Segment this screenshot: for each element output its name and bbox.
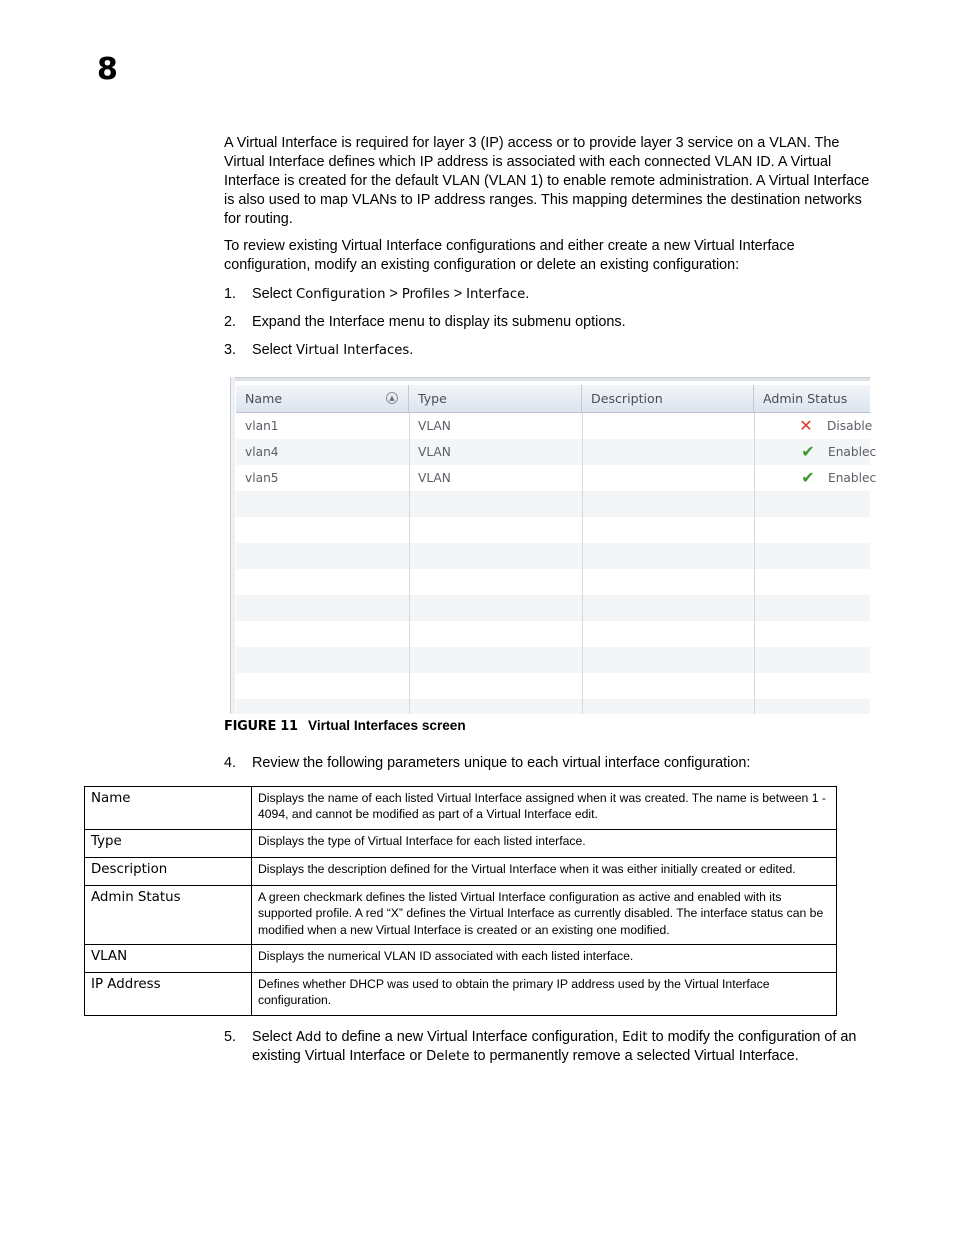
step-text: Select [252,286,296,302]
table-row [85,885,837,944]
param-name: Admin Status [85,885,252,944]
step-text: to modify the configuration of an existing Virtual Interface or [252,1029,857,1064]
virtual-interfaces-screenshot [230,377,877,714]
empty-row [236,595,870,621]
param-description: Defines whether DHCP was used to obtain the primary IP address used by the Virtual Interface configuration. [252,973,837,1016]
step-text: . [409,342,414,358]
table-row [85,829,837,857]
green-check-icon: ✔ [801,468,815,487]
ui-ref-delete: Delete [426,1049,470,1064]
ui-ref-add: Add [296,1030,322,1045]
param-name: VLAN [85,945,252,973]
step-number: 2. [224,314,237,330]
cell-name: vlan4 [245,445,279,459]
cell-name: vlan5 [245,471,279,485]
ui-ref-interface: Interface [466,287,526,302]
cell-description [582,413,754,439]
param-name: Type [85,829,252,857]
step-text: to permanently remove a selected Virtual Interface. [469,1048,799,1064]
table-row[interactable] [236,439,877,465]
step-text: Expand the Interface menu to display its submenu options. [252,314,626,330]
param-description: Displays the name of each listed Virtual Interface assigned when it was created. The name is between 1 - 4094, and cannot be modified as part of a Virtual Interface edit. [252,787,837,830]
ui-ref-profiles: Profiles [401,287,450,302]
step-separator: > [449,286,467,302]
cell-type: VLAN [418,445,451,459]
step-number: 3. [224,342,237,358]
step-text: Select [252,342,296,358]
step-separator: > [385,286,402,302]
column-header-description[interactable]: Description [582,385,754,412]
cell-admin-status [754,439,877,465]
param-name: Description [85,857,252,885]
cell-description [582,439,754,465]
green-check-icon: ✔ [801,442,815,461]
step-text: Select [252,1029,296,1045]
column-header-name[interactable] [236,385,409,412]
empty-row [236,517,870,543]
grid-header [236,385,870,413]
param-description: Displays the numerical VLAN ID associated with each listed interface. [252,945,837,973]
empty-row [236,647,870,673]
param-description: A green checkmark defines the listed Virtual Interface configuration as active and enabled with its supported profile. A red “X” defines the Virtual Interface as currently disabled. The interface status can be modified when a new Virtual Interface is created or an existing one modified. [252,885,837,944]
step-text: Review the following parameters unique to each virtual interface configuration: [252,755,751,771]
status-label: Enablec [828,445,877,459]
parameters-table [84,786,837,1016]
ui-ref-configuration: Configuration [296,287,386,302]
status-label: Enablec [828,471,877,485]
empty-row [236,569,870,595]
column-divider [409,413,410,714]
step-number: 5. [224,1029,237,1045]
intro-paragraph: A Virtual Interface is required for layer 3 (IP) access or to provide layer 3 service on a VLAN. The Virtual Interface defines which IP address is associated with each connected VLAN ID. A Virtual Interface is created for the default VLAN (VLAN 1) to enable remote administration. A Virtual Interface is also used to map VLANs to IP address ranges. This mapping determines the destination networks for routing. [224,135,870,227]
empty-row [236,621,870,647]
step-number: 1. [224,286,237,302]
column-divider [582,413,583,714]
empty-row [236,543,870,569]
chapter-number: 8 [97,52,118,87]
column-header-type[interactable]: Type [409,385,582,412]
empty-row [236,673,870,699]
table-row [85,945,837,973]
empty-row [236,491,870,517]
param-description: Displays the type of Virtual Interface for each listed interface. [252,829,837,857]
param-name: Name [85,787,252,830]
cell-admin-status [754,465,877,491]
status-label: Disable [827,419,873,433]
table-row [85,857,837,885]
step-text: . [525,286,530,302]
grid-body [236,413,877,714]
column-header-admin-status[interactable]: Admin Status [763,391,848,406]
cell-admin-status [754,413,873,439]
screenshot-frame [230,377,235,714]
figure-title: Virtual Interfaces screen [308,718,466,733]
ui-ref-edit: Edit [622,1030,648,1045]
table-row [85,787,837,830]
cell-name: vlan1 [245,419,279,433]
cell-type: VLAN [418,471,451,485]
step-text: to define a new Virtual Interface configuration, [321,1029,623,1045]
figure-label: FIGURE 11 [224,719,298,734]
ui-ref-virtual-interfaces: Virtual Interfaces [296,343,410,358]
step-number: 4. [224,755,237,771]
sort-icon[interactable]: ▲ [386,392,398,404]
table-row[interactable] [236,465,877,491]
empty-row [236,699,870,714]
cell-description [582,465,754,491]
red-x-icon: ✕ [799,416,813,435]
param-description: Displays the description defined for the Virtual Interface when it was either initially created or edited. [252,857,837,885]
cell-type: VLAN [418,419,451,433]
screenshot-frame [230,377,870,381]
figure-caption [224,717,466,736]
table-row[interactable] [236,413,873,439]
intro-paragraph: To review existing Virtual Interface configurations and either create a new Virtual Interface configuration, modify an existing configuration or delete an existing configuration: [224,238,795,273]
param-name: IP Address [85,973,252,1016]
column-header-label: Name [245,391,283,406]
table-row [85,973,837,1016]
column-divider [754,413,755,714]
